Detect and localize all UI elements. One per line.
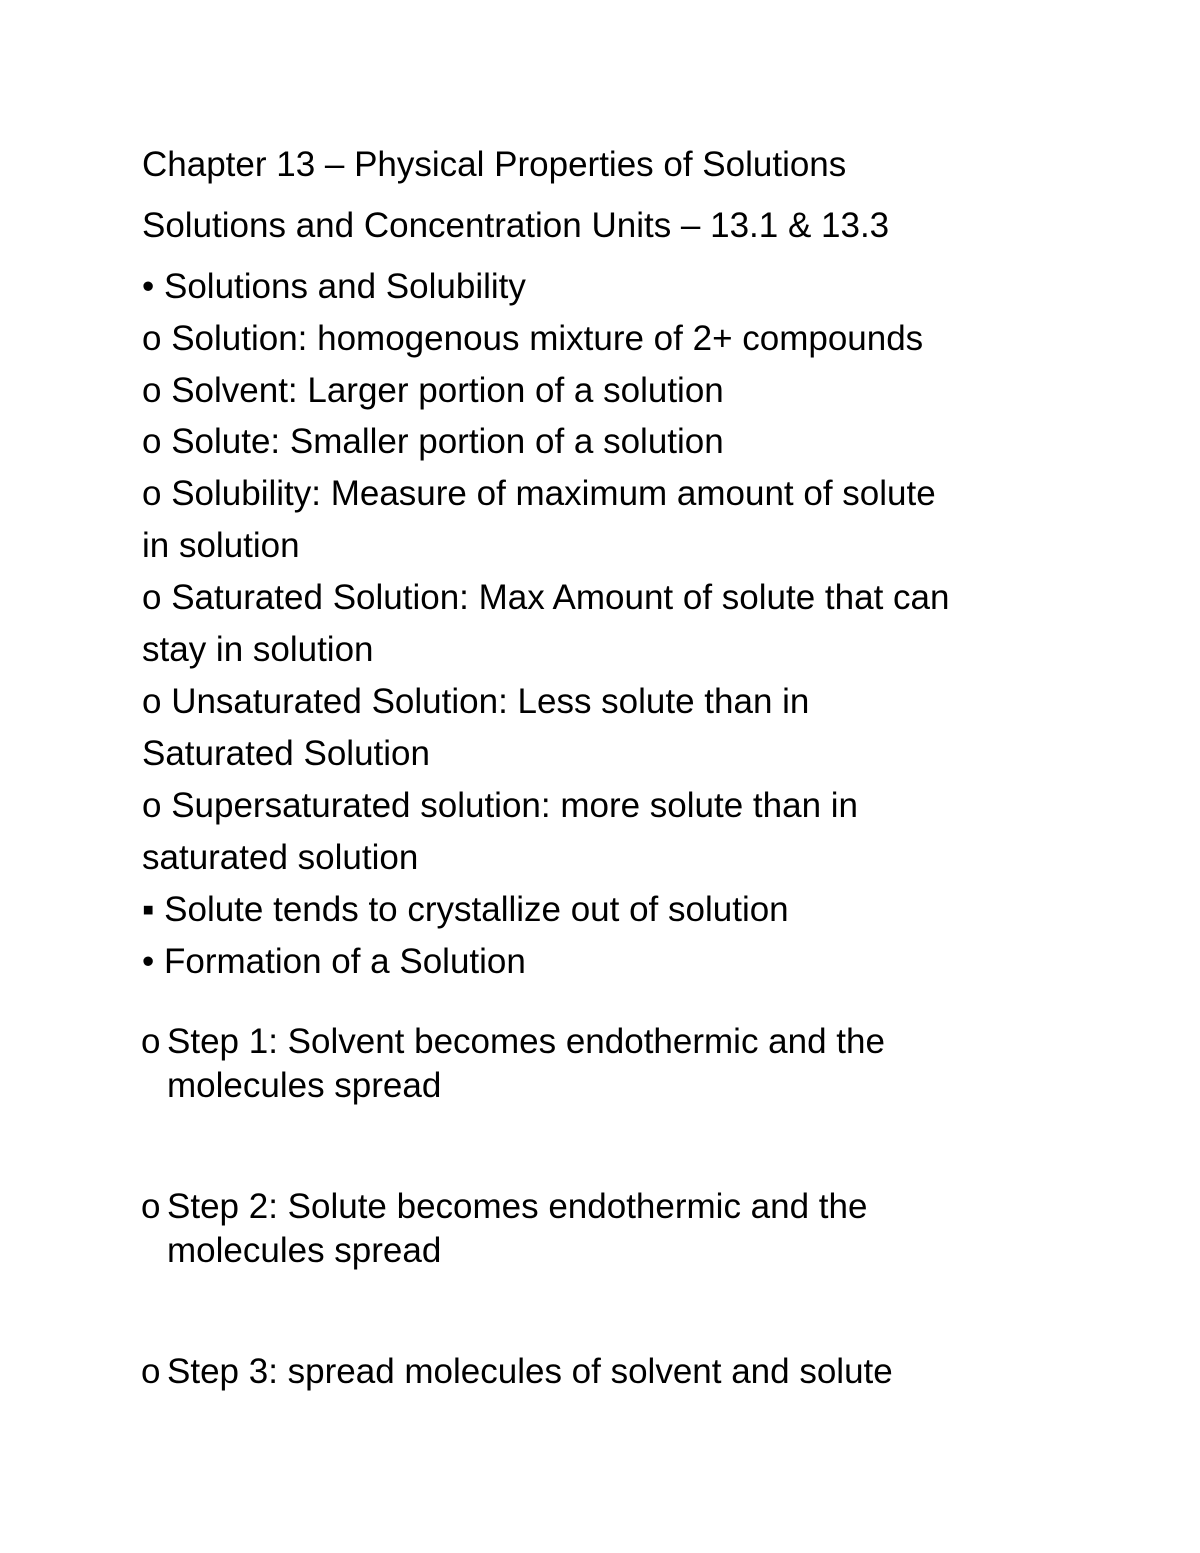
item-supersaturated-definition: o Supersaturated solution: more solute than in: [142, 786, 858, 825]
subitem-crystallize: ▪ Solute tends to crystallize out of solution: [142, 890, 789, 929]
item-solvent-definition: o Solvent: Larger portion of a solution: [142, 371, 724, 410]
item-saturated-continuation: stay in solution: [142, 630, 374, 669]
section-heading: Solutions and Concentration Units – 13.1 & 13.3: [142, 206, 890, 245]
item-solubility-definition: o Solubility: Measure of maximum amount of solute: [142, 474, 936, 513]
item-saturated-definition: o Saturated Solution: Max Amount of solute that can: [142, 578, 950, 617]
item-solution-definition: o Solution: homogenous mixture of 2+ compounds: [142, 319, 924, 358]
bullet-solutions-and-solubility: • Solutions and Solubility: [142, 267, 526, 306]
step-marker: o: [141, 1352, 161, 1391]
step-text: Step 2: Solute becomes endothermic and the molecules spread: [167, 1187, 868, 1270]
step-1: [141, 1020, 885, 1108]
bullet-formation-of-solution: • Formation of a Solution: [142, 942, 526, 981]
item-unsaturated-definition: o Unsaturated Solution: Less solute than in: [142, 682, 810, 721]
item-supersaturated-continuation: saturated solution: [142, 838, 419, 877]
item-solute-definition: o Solute: Smaller portion of a solution: [142, 422, 724, 461]
step-marker: o: [141, 1022, 161, 1061]
item-solubility-continuation: in solution: [142, 526, 300, 565]
step-3: [141, 1350, 893, 1394]
step-text: Step 3: spread molecules of solvent and solute: [167, 1352, 893, 1391]
page-title: Chapter 13 – Physical Properties of Solutions: [142, 145, 847, 184]
step-text: Step 1: Solvent becomes endothermic and the molecules spread: [167, 1022, 885, 1105]
item-unsaturated-continuation: Saturated Solution: [142, 734, 430, 773]
step-2: [141, 1185, 867, 1273]
step-marker: o: [141, 1187, 161, 1226]
